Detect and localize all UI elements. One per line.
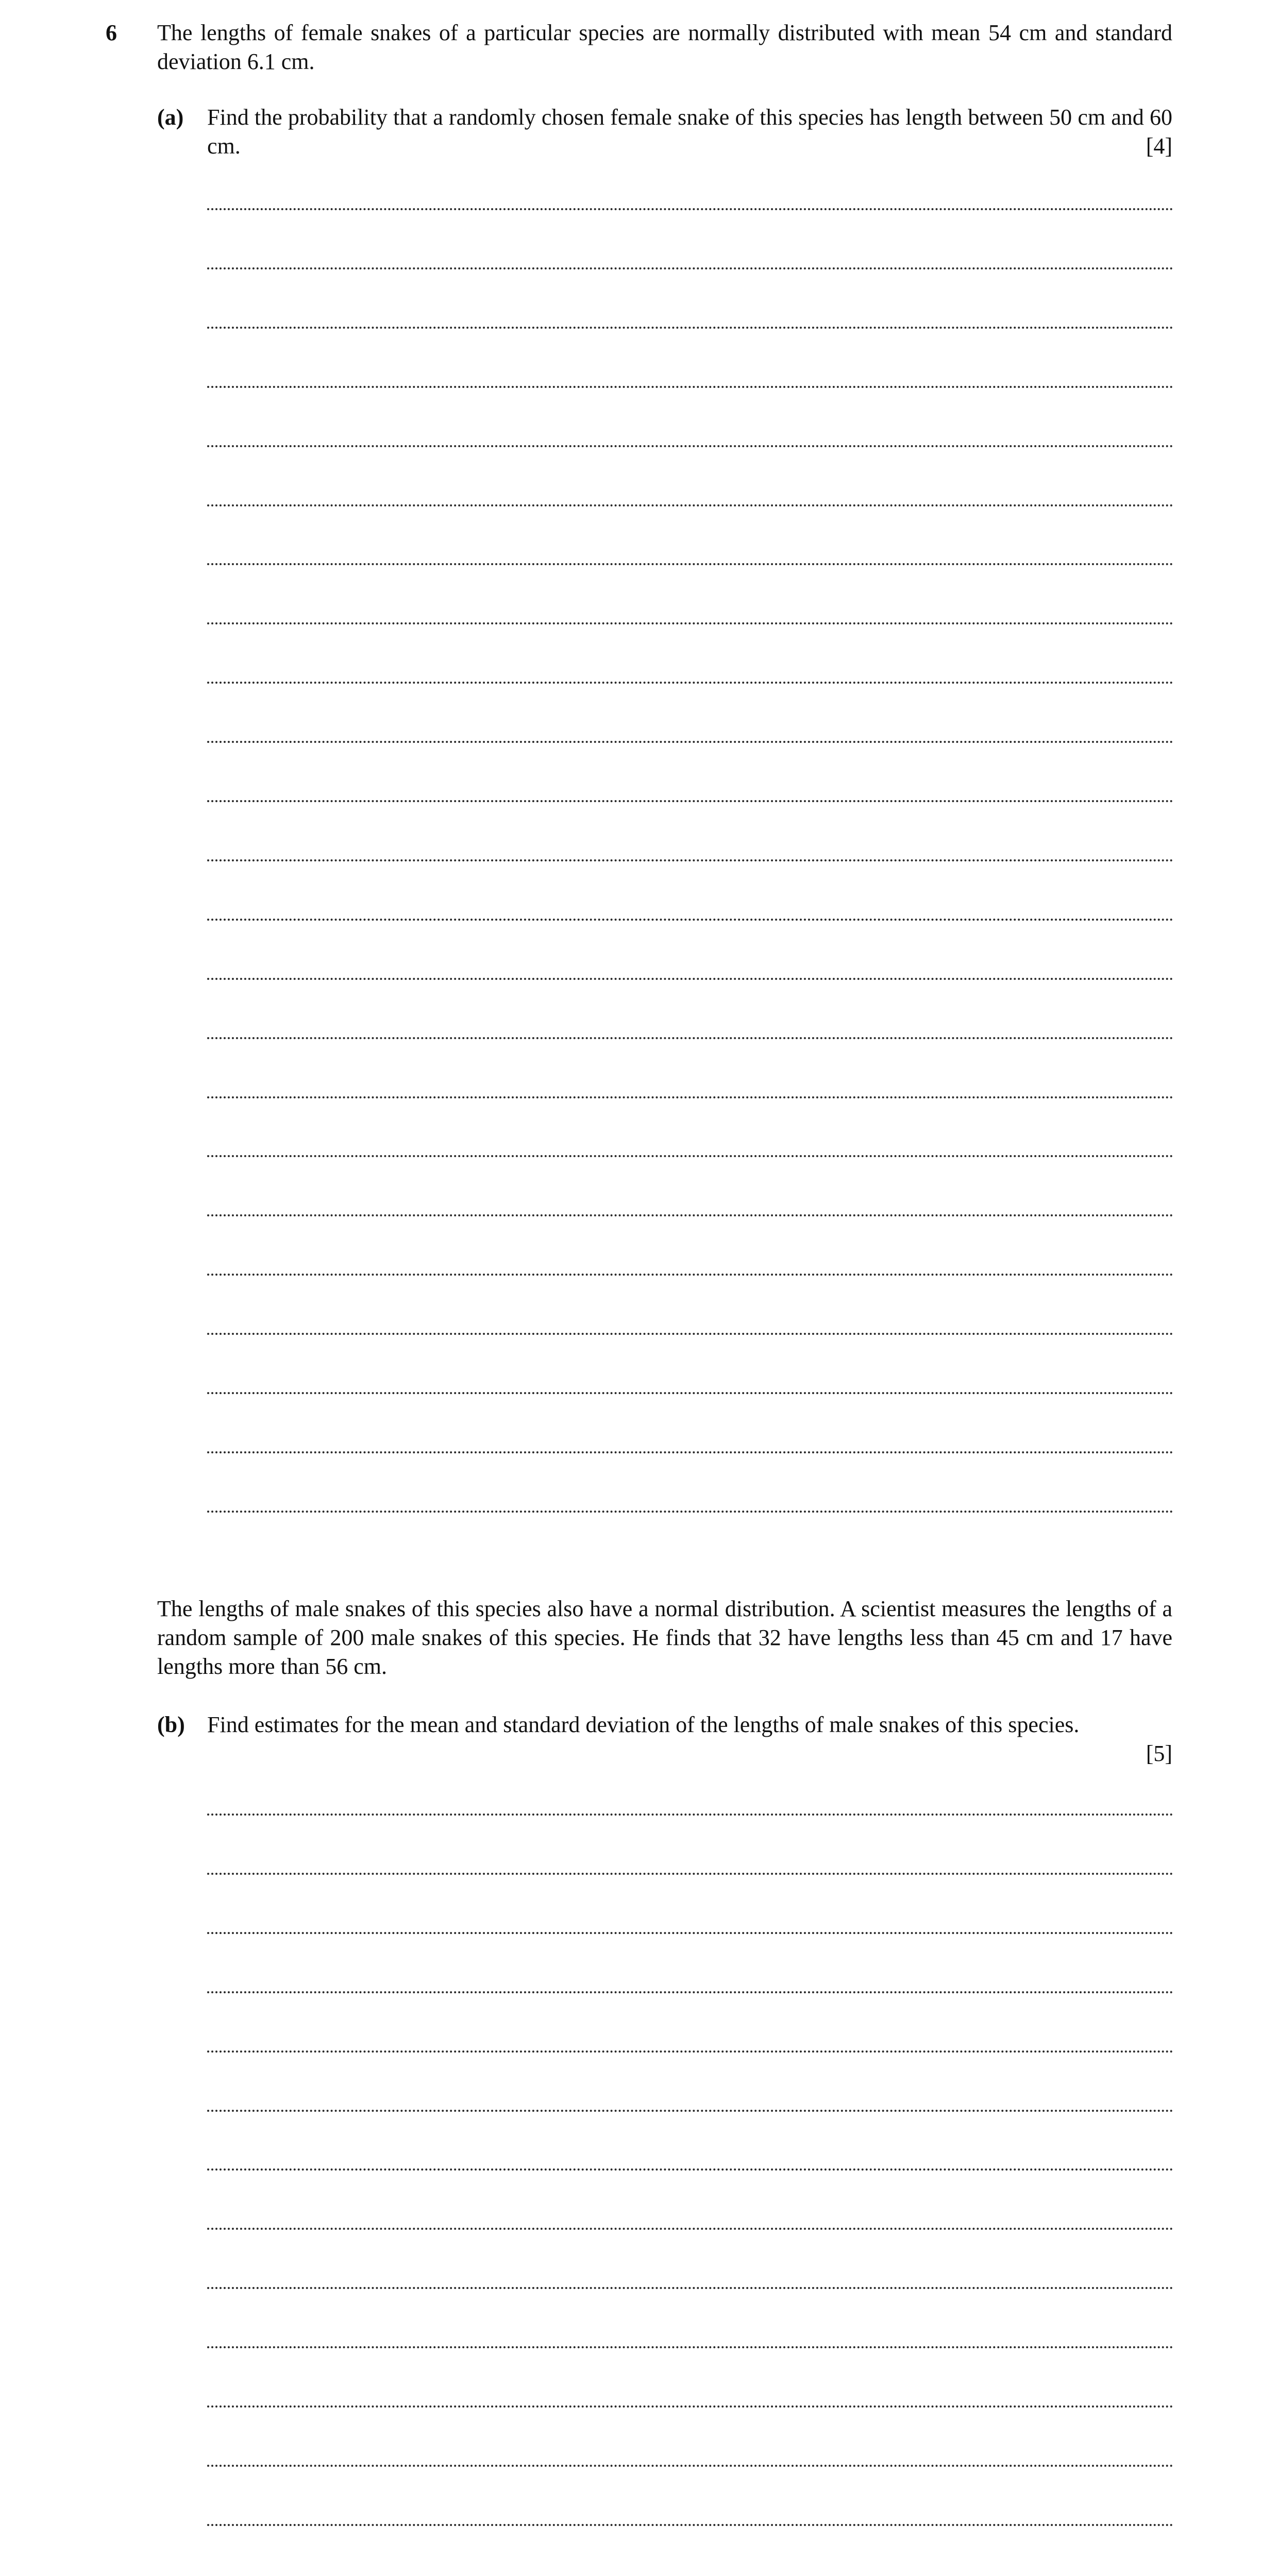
question-intro: The lengths of female snakes of a particular species are normally distributed with mean 54 cm and standard deviation 6.1 cm. [157, 20, 1172, 74]
part-b-label: (b) [157, 1712, 185, 1737]
part-a-answer-line[interactable] [207, 1155, 1173, 1157]
part-a-answer-line[interactable] [207, 445, 1173, 447]
part-a-answer-line[interactable] [207, 622, 1173, 624]
part-b-marks: [5] [1146, 1741, 1172, 1766]
part-b-answer-line[interactable] [207, 2346, 1173, 2348]
part-a-answer-line[interactable] [207, 682, 1173, 684]
part-a-answer-line[interactable] [207, 859, 1173, 861]
part-a-answer-line[interactable] [207, 1392, 1173, 1394]
part-a-answer-line[interactable] [207, 563, 1173, 565]
part-a-answer-line[interactable] [207, 1214, 1173, 1216]
part-b-answer-line[interactable] [207, 1873, 1173, 1875]
question-number: 6 [106, 20, 117, 45]
part-b-answer-line[interactable] [207, 2405, 1173, 2408]
part-a-answer-line[interactable] [207, 1511, 1173, 1513]
part-b-text: Find estimates for the mean and standard deviation of the lengths of male snakes of this species. [207, 1712, 1080, 1737]
part-a-marks: [4] [1146, 133, 1172, 159]
part-b-answer-line[interactable] [207, 2524, 1173, 2526]
part-b-answer-line[interactable] [207, 2168, 1173, 2171]
part-a-answer-line[interactable] [207, 267, 1173, 269]
part-b-answer-line[interactable] [207, 2287, 1173, 2289]
part-b-answer-line[interactable] [207, 2465, 1173, 2467]
part-a-answer-line[interactable] [207, 1274, 1173, 1276]
part-b-answer-line[interactable] [207, 2228, 1173, 2230]
part-a-text: Find the probability that a randomly chosen female snake of this species has length between 50 cm and 60 cm. [207, 105, 1172, 159]
part-b-answer-line[interactable] [207, 2110, 1173, 2112]
part-a-answer-line[interactable] [207, 1096, 1173, 1098]
part-a-answer-line[interactable] [207, 800, 1173, 802]
part-a-answer-line[interactable] [207, 327, 1173, 329]
part-a-answer-line[interactable] [207, 741, 1173, 743]
part-a-answer-line[interactable] [207, 208, 1173, 210]
part-a-label: (a) [157, 105, 184, 130]
part-a-answer-line[interactable] [207, 386, 1173, 388]
part-a-answer-line[interactable] [207, 1451, 1173, 1453]
part-b-answer-line[interactable] [207, 2050, 1173, 2053]
part-a-answer-line[interactable] [207, 1037, 1173, 1039]
part-a-answer-line[interactable] [207, 504, 1173, 506]
part-b-answer-line[interactable] [207, 1932, 1173, 1934]
part-b-answer-line[interactable] [207, 1991, 1173, 1993]
part-a-answer-line[interactable] [207, 1333, 1173, 1335]
part-a-answer-line[interactable] [207, 978, 1173, 980]
part-a-answer-line[interactable] [207, 919, 1173, 921]
part-b-answer-line[interactable] [207, 1814, 1173, 1816]
context-paragraph: The lengths of male snakes of this species also have a normal distribution. A scientist measures the lengths of a random sample of 200 male snakes of this species. He finds that 32 have lengths less than 45 cm and 17 have lengths more than 56 cm. [157, 1596, 1172, 1679]
